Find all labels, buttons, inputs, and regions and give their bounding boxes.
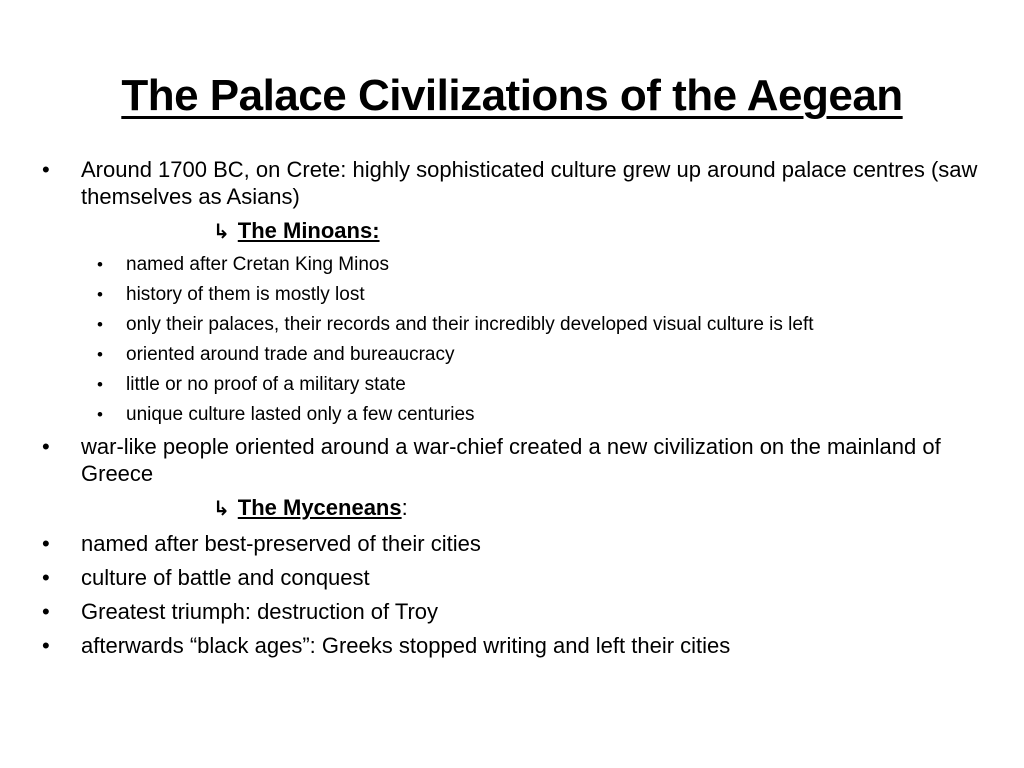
- bullet-text: named after best-preserved of their cities: [81, 531, 481, 556]
- bullet-item: [40, 156, 980, 210]
- bullet-icon: •: [97, 315, 103, 334]
- bullet-icon: •: [97, 255, 103, 274]
- bullet-icon: •: [97, 405, 103, 424]
- slide-body: [40, 156, 980, 666]
- arrow-icon: ↳: [213, 498, 230, 520]
- bullet-text: afterwards “black ages”: Greeks stopped writing and left their cities: [81, 633, 731, 658]
- bullet-icon: •: [42, 599, 50, 624]
- bullet-item: [40, 564, 980, 591]
- bullet-item: [40, 598, 980, 625]
- arrow-icon: ↳: [213, 221, 230, 243]
- bullet-icon: •: [97, 285, 103, 304]
- sub-bullet-item: [40, 313, 980, 337]
- bullet-icon: •: [42, 531, 50, 556]
- sub-bullet-item: [40, 403, 980, 427]
- bullet-icon: •: [42, 434, 50, 459]
- sub-bullet-text: named after Cretan King Minos: [126, 254, 389, 275]
- heading-label: The Myceneans: [237, 495, 402, 520]
- bullet-icon: •: [97, 345, 103, 364]
- sub-bullet-text: oriented around trade and bureaucracy: [126, 344, 455, 365]
- sub-bullet-item: [40, 253, 980, 277]
- heading-suffix: :: [401, 495, 408, 520]
- sub-bullet-text: unique culture lasted only a few centuries: [126, 404, 475, 425]
- bullet-text: Around 1700 BC, on Crete: highly sophisticated culture grew up around palace centres (saw themselves as Asians): [81, 157, 978, 209]
- section-heading-myceneans: [40, 494, 980, 523]
- bullet-text: war-like people oriented around a war-chief created a new civilization on the mainland of Greece: [81, 434, 941, 486]
- bullet-item: [40, 530, 980, 557]
- bullet-item: [40, 632, 980, 659]
- bullet-icon: •: [97, 375, 103, 394]
- bullet-icon: •: [42, 157, 50, 182]
- sub-bullet-item: [40, 343, 980, 367]
- sub-bullet-item: [40, 373, 980, 397]
- sub-bullet-text: little or no proof of a military state: [126, 374, 406, 395]
- slide-title: The Palace Civilizations of the Aegean: [121, 71, 903, 120]
- bullet-icon: •: [42, 565, 50, 590]
- sub-bullet-item: [40, 283, 980, 307]
- bullet-icon: •: [42, 633, 50, 658]
- sub-bullet-text: history of them is mostly lost: [126, 284, 365, 305]
- bullet-text: Greatest triumph: destruction of Troy: [81, 599, 439, 624]
- section-heading-minoans: [40, 217, 980, 246]
- heading-label: The Minoans:: [237, 218, 380, 243]
- sub-bullet-text: only their palaces, their records and their incredibly developed visual culture is left: [126, 314, 814, 335]
- bullet-text: culture of battle and conquest: [81, 565, 370, 590]
- bullet-item: [40, 433, 980, 487]
